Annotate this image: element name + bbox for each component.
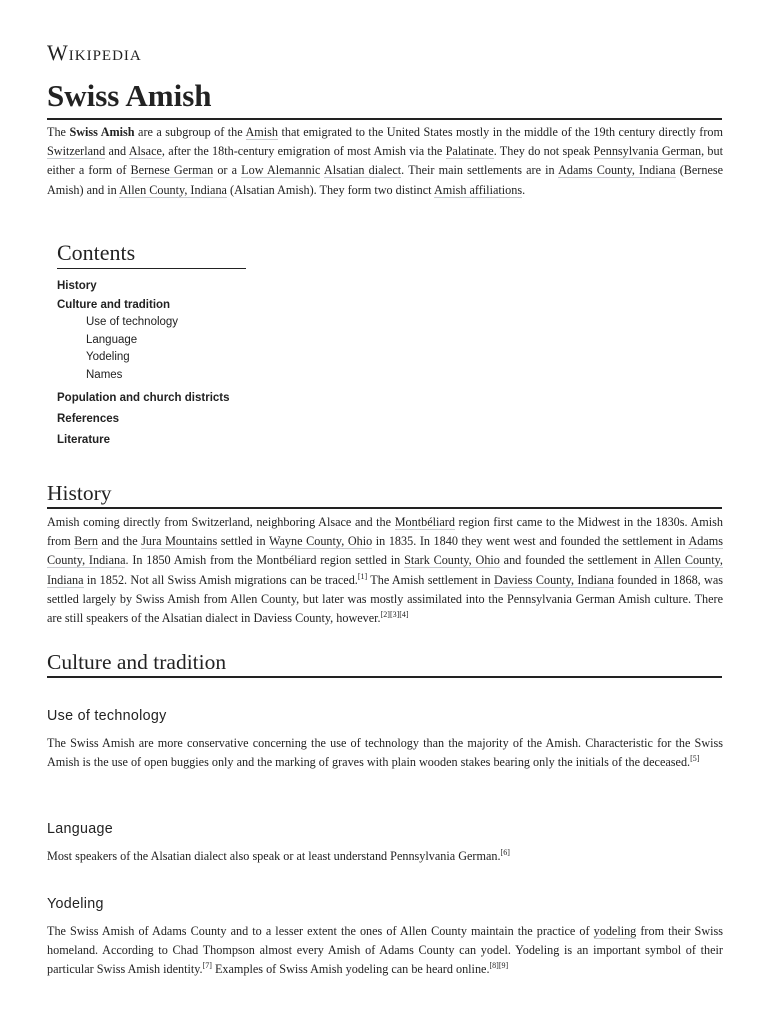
citation-8-9[interactable]: [8][9] <box>489 961 509 971</box>
subsection-heading-yodeling: Yodeling <box>47 896 104 912</box>
citation-2-4[interactable]: [2][3][4] <box>380 609 409 619</box>
technology-paragraph: The Swiss Amish are more conservative concerning the use of technology than the majority of the Amish. Characteristic for the Swiss Amish is the use of open buggies only and the marking of graves with plain wooden stakes bearing only the initials of the deceased.[5] <box>47 736 723 770</box>
citation-5[interactable]: [5] <box>690 754 700 764</box>
link-yodeling[interactable]: yodeling <box>593 924 637 938</box>
table-of-contents <box>57 240 357 451</box>
link-wayne-county[interactable]: Wayne County, Ohio <box>269 534 373 549</box>
toc-item-literature[interactable]: Literature <box>57 434 111 446</box>
intro-paragraph: The Swiss Amish are a subgroup of the Amish that emigrated to the United States mostly in the middle of the 19th century directly from Switzerland and Alsace, after the 18th-century emigration of most Amish via the Palatinate. They do not speak Pennsylvania German, but either a form of Bernese German or a Low Alemannic Alsatian dialect. Their main settlements are in Adams County, Indiana (Bernese Amish) and in Allen County, Indiana (Alsatian Amish). They form two distinct Amish affiliations. <box>47 125 724 197</box>
section-heading-culture: Culture and tradition <box>47 648 722 678</box>
citation-6[interactable]: [6] <box>500 847 510 857</box>
link-palatinate[interactable]: Palatinate <box>445 144 494 159</box>
history-paragraph: Amish coming directly from Switzerland, neighboring Alsace and the Montbéliard region first came to the Midwest in the 1830s. Amish from Bern and the Jura Mountains settled in Wayne County, Ohio in 1835. In 1840 they went west and founded the settlement in Adams County, Indiana. In 1850 Amish from the Montbéliard region settled in Stark County, Ohio and founded the settlement in Allen County, Indiana in 1852. Not all Swiss Amish migrations can be traced.[1] The Amish settlement in Daviess County, Indiana founded in 1868, was settled largely by Swiss Amish from Allen County, but later was mostly assimilated into the Pennsylvania German Amish culture. There are still speakers of the Alsatian dialect in Daviess County, however.[2][3][4] <box>47 515 723 626</box>
citation-1[interactable]: [1] <box>357 571 368 581</box>
link-allen-county[interactable]: Allen County, Indiana <box>119 182 227 197</box>
link-allen-county-history[interactable]: Allen County, Indiana <box>47 553 723 587</box>
link-alsace[interactable]: Alsace <box>128 144 162 159</box>
yodeling-paragraph: The Swiss Amish of Adams County and to a lesser extent the ones of Allen County maintain the practice of yodeling from their Swiss homeland. According to Chad Thompson almost every Amish of Adams County can yodel. Yodeling is an important symbol of their particular Swiss Amish identity.[7] Examples of Swiss Amish yodeling can be heard online.[8][9] <box>47 924 723 977</box>
subsection-heading-technology: Use of technology <box>47 708 167 724</box>
page-title: Swiss Amish <box>47 76 722 120</box>
link-bern[interactable]: Bern <box>74 534 98 549</box>
wikipedia-logo[interactable]: Wikipedia <box>47 40 142 65</box>
toc-item-technology[interactable]: Use of technology <box>86 316 179 328</box>
toc-item-names[interactable]: Names <box>86 368 123 381</box>
toc-item-population[interactable]: Population and church districts <box>57 392 230 404</box>
subsection-heading-language: Language <box>47 821 114 837</box>
link-bernese-german[interactable]: Bernese German <box>130 163 214 178</box>
link-jura-mountains[interactable]: Jura Mountains <box>141 534 218 549</box>
toc-item-culture[interactable]: Culture and tradition <box>57 299 171 311</box>
link-alsatian-dialect[interactable]: Alsatian dialect <box>323 163 402 178</box>
link-stark-county[interactable]: Stark County, Ohio <box>404 553 500 568</box>
section-heading-history: History <box>47 479 722 509</box>
link-pennsylvania-german[interactable]: Pennsylvania German <box>593 144 702 159</box>
toc-item-references[interactable]: References <box>57 413 120 425</box>
toc-item-yodeling[interactable]: Yodeling <box>86 351 130 363</box>
toc-item-language[interactable]: Language <box>86 333 138 346</box>
toc-item-history[interactable]: History <box>57 280 97 292</box>
link-switzerland[interactable]: Switzerland <box>47 144 106 159</box>
toc-title: Contents <box>57 240 246 269</box>
citation-7[interactable]: [7] <box>202 961 212 971</box>
link-adams-county-history[interactable]: Adams County, Indiana <box>47 534 723 568</box>
link-low-alemannic[interactable]: Low Alemannic <box>241 163 321 178</box>
intro-bold-term: Swiss Amish <box>69 125 135 139</box>
link-amish-affiliations[interactable]: Amish affiliations <box>433 182 523 197</box>
link-montbeliard[interactable]: Montbéliard <box>394 515 455 529</box>
link-amish[interactable]: Amish <box>245 125 279 139</box>
language-paragraph: Most speakers of the Alsatian dialect also speak or at least understand Pennsylvania German.[6] <box>47 847 510 863</box>
link-daviess-county[interactable]: Daviess County, Indiana <box>493 572 614 587</box>
link-adams-county[interactable]: Adams County, Indiana <box>558 163 676 178</box>
